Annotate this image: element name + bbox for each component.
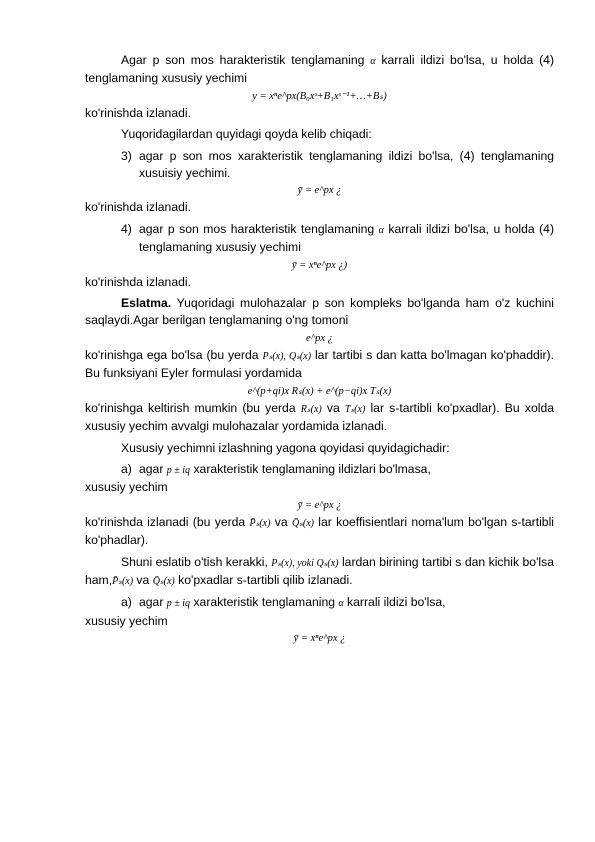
formula-6: ȳ = e^px ¿ <box>297 499 342 511</box>
math-alpha: α <box>370 56 376 67</box>
list-item-4 <box>85 221 554 257</box>
formula-3: ȳ = xⁿe^px ¿) <box>291 259 348 271</box>
list-number: a) <box>121 461 132 476</box>
paragraph-7: Shuni eslatib o'tish kerakki, Pₛ(x), yoki Qₛ(x) lardan birining tartibi s dan kichik bo'lsa ham,P̄ₛ(x) va Q̄ₛ(x) ko'pxadlar s-tartibli qilib izlanadi. <box>85 554 554 587</box>
formula-1: y = xⁿe^px(B₀xˢ+B₁xˢ⁻¹+…+Bₛ) <box>252 90 387 102</box>
math-ps-bar: P̄ₛ(x) <box>249 517 271 529</box>
text: Yuqoridagi mulohazalar p son kompleks bo'lganda ham o'z kuchini saqlaydi.Agar berilgan tenglamaning o'ng tomoni <box>85 296 554 328</box>
formula-7: ȳ = xⁿe^px ¿ <box>293 633 346 645</box>
paragraph-3: ko'rinishga ega bo'lsa (bu yerda Pₛ(x), Qₛ(x) lar tartibi s dan katta bo'lmagan ko'phaddir). Bu funksiyani Eyler formulasi yordamida <box>85 347 554 381</box>
paragraph-xususiy-2: xususiy yechim <box>85 613 168 628</box>
list-item-a1 <box>85 461 554 479</box>
eslatma-label: Eslatma. <box>121 296 172 311</box>
formula-5: e^(p+qi)x Rₛ(x) + e^(p−qi)x Tₛ(x) <box>247 385 392 397</box>
math-qs-bar: Q̄ₛ(x) <box>291 517 314 529</box>
paragraph-korinishda-2: ko'rinishda izlanadi. <box>85 200 191 215</box>
paragraph-eslatma <box>85 295 554 330</box>
list-text: agar p son mos xarakteristik tenglamaning ildizi bo'lsa, (4) tenglamaning xusuisiy yechimi. <box>139 148 554 181</box>
math-ps-yoki-qs: Pₛ(x), yoki Qₛ(x) <box>271 557 339 569</box>
paragraph-6: ko'rinishda izlanadi (bu yerda P̄ₛ(x) va Q̄ₛ(x) lar koeffisientlari noma'lum bo'lgan s-tartibli ko'phadlar). <box>85 514 554 548</box>
math-ps-qs: Pₛ(x), Qₛ(x) <box>262 350 312 362</box>
list-number: 3) <box>121 148 132 163</box>
document-body <box>85 52 554 647</box>
math-ps-bar-2: P̄ₛ(x) <box>112 575 134 587</box>
list-text: agar p ± iq xarakteristik tenglamaning α karrali ildizi bo'lsa, <box>139 595 446 610</box>
paragraph-4: ko'rinishga keltirish mumkin (bu yerda Rₛ(x) va Tₛ(x) lar s-tartibli ko'pxadlar). Bu xolda xususiy yechim avvalgi mulohazalar yordamida izlanadi. <box>85 400 554 434</box>
paragraph-2: Yuqoridagilardan quyidagi qoyda kelib chiqadi: <box>121 127 372 142</box>
text: Agar p son mos harakteristik tenglamaning <box>121 53 371 67</box>
paragraph-korinishda-1: ko'rinishda izlanadi. <box>85 105 191 120</box>
formula-2: ȳ = e^px ¿ <box>297 185 342 197</box>
list-item-a2 <box>85 594 554 612</box>
paragraph-5: Xususiy yechimni izlashning yagona qoyidasi quyidagichadir: <box>121 440 450 455</box>
list-text: agar p son mos harakteristik tenglamaning α karrali ildizi bo'lsa, u holda (4) tenglamaning xususiy yechimi <box>139 221 554 255</box>
list-item-3 <box>85 148 554 183</box>
paragraph-1 <box>85 52 554 88</box>
list-text: agar p ± iq xarakteristik tenglamaning ildizlari bo'lmasa, <box>139 461 431 476</box>
math-ts: Tₛ(x) <box>344 403 366 415</box>
list-number: 4) <box>121 221 132 236</box>
paragraph-korinishda-3: ko'rinishda izlanadi. <box>85 274 191 289</box>
formula-4: e^px ¿ <box>306 332 333 344</box>
math-rs: Rₛ(x) <box>300 403 322 415</box>
paragraph-xususiy-1: xususiy yechim <box>85 480 168 495</box>
math-qs-bar-2: Q̄ₛ(x) <box>152 575 175 587</box>
text: karrali ildizi bo'lsa, u holda (4) tenglamaning xususiy yechimi <box>85 53 554 86</box>
list-number: a) <box>121 595 132 610</box>
